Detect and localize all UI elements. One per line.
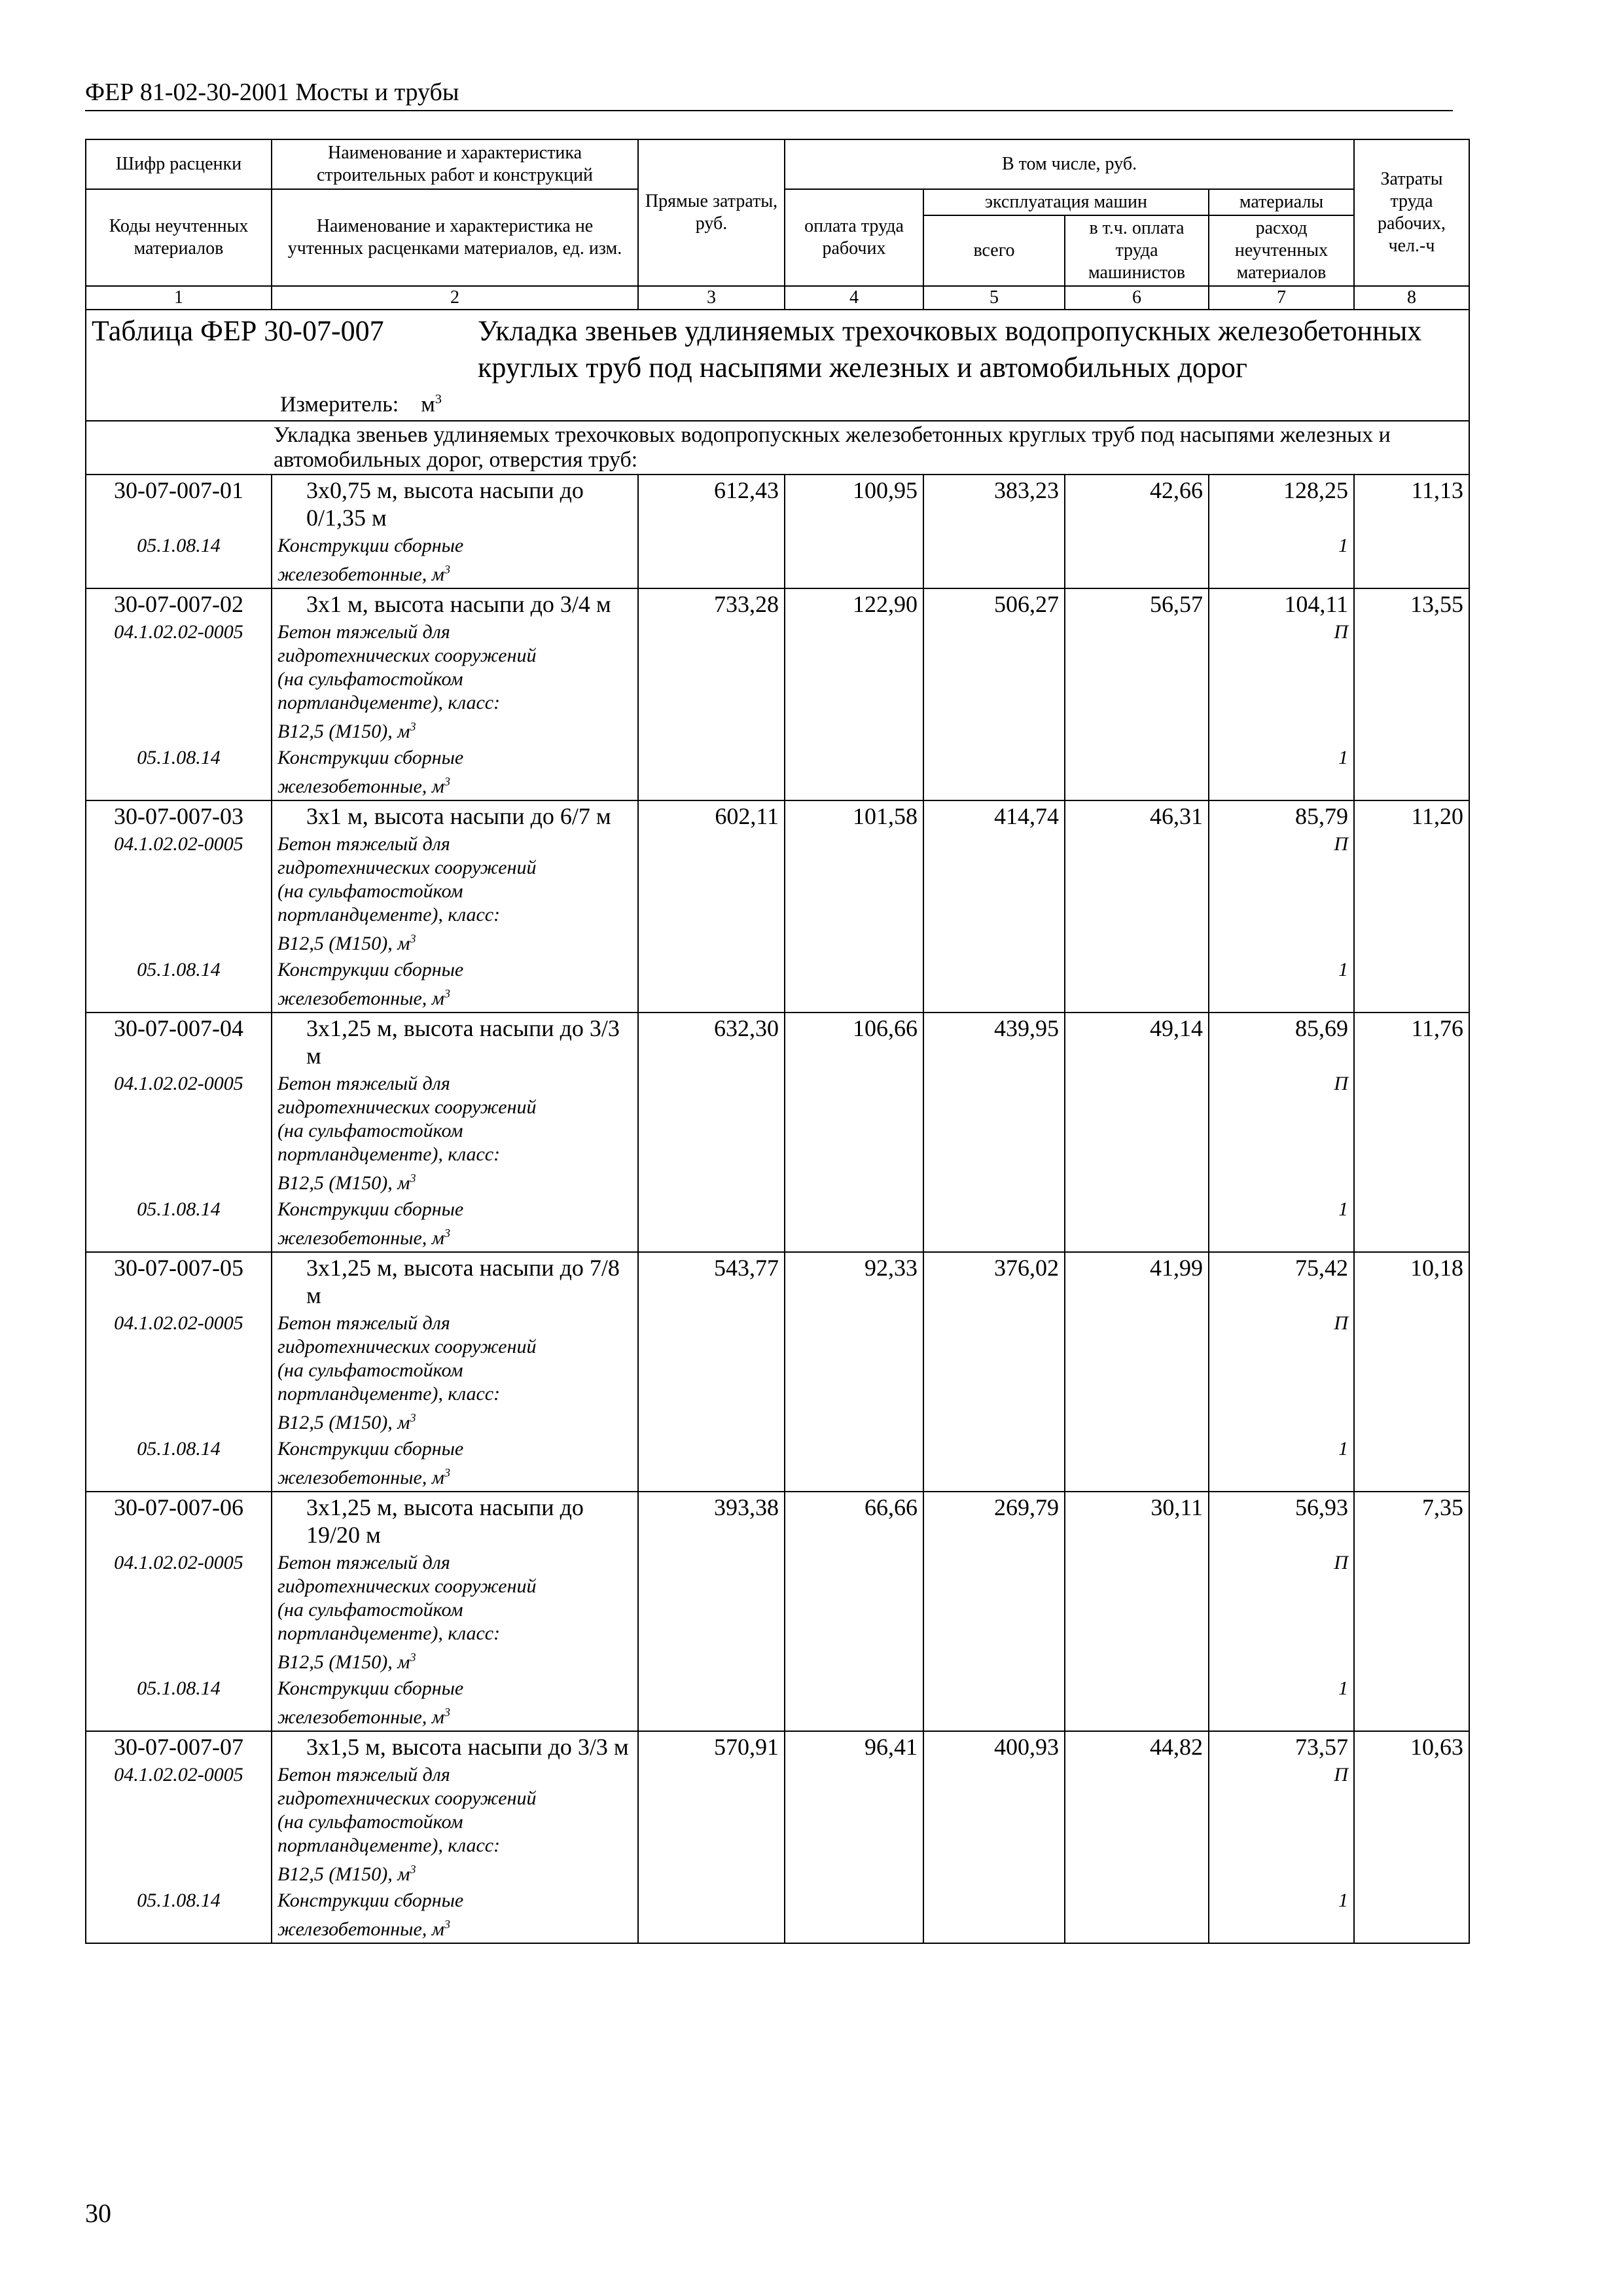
empty-cell [638, 1436, 785, 1492]
empty-cell [923, 1196, 1065, 1252]
intro-text: Укладка звеньев удлиняемых трехочковых водопропускных железобетонных круглых труб под насыпями железных и автомобильных дорог, отверстия труб: [86, 421, 1469, 475]
empty-cell [1065, 831, 1209, 957]
head-col6: в т.ч. оплата труда машинистов [1065, 215, 1209, 286]
empty-cell [1354, 1888, 1469, 1943]
empty-cell [1354, 1436, 1469, 1492]
col-number: 4 [785, 286, 923, 310]
head-materials: материалы [1209, 189, 1354, 215]
table-row [86, 800, 1469, 831]
rate-code: 30-07-007-01 [86, 475, 272, 533]
empty-cell [1354, 533, 1469, 588]
material-name [272, 533, 638, 588]
material-cost: 128,25 [1209, 475, 1354, 533]
material-unit-sup: 3 [444, 1706, 450, 1719]
empty-cell [638, 533, 785, 588]
empty-cell [638, 1310, 785, 1436]
material-name-text: Бетон тяжелый для гидротехнических сооружений (на сульфатостойком портландцементе), класс: В12,5 (М150), м [277, 833, 537, 955]
work-name: 3х1,25 м, высота насыпи до 7/8 м [272, 1252, 638, 1310]
table-row [86, 1492, 1469, 1550]
empty-cell [1065, 533, 1209, 588]
material-code: 05.1.08.14 [86, 745, 272, 800]
machine-cost: 414,74 [923, 800, 1065, 831]
head-col8: Затраты труда рабочих, чел.-ч [1354, 139, 1469, 286]
material-unit-sup: 3 [444, 563, 450, 577]
table-row [86, 1013, 1469, 1071]
direct-cost: 612,43 [638, 475, 785, 533]
head-col1-bottom: Коды неучтенных материалов [86, 189, 272, 286]
head-col1-top: Шифр расценки [86, 139, 272, 189]
empty-cell [638, 831, 785, 957]
machine-cost: 439,95 [923, 1013, 1065, 1071]
empty-cell [1354, 1071, 1469, 1196]
labor-cost: 101,58 [785, 800, 923, 831]
empty-cell [1354, 1550, 1469, 1676]
head-group: В том числе, руб. [785, 139, 1354, 189]
empty-cell [785, 1310, 923, 1436]
empty-cell [1065, 619, 1209, 745]
material-unit-sup: 3 [410, 720, 416, 734]
material-unit-sup: 3 [410, 932, 416, 946]
direct-cost: 733,28 [638, 588, 785, 619]
table-title-cell [86, 310, 1469, 421]
col-number: 2 [272, 286, 638, 310]
empty-cell [785, 1550, 923, 1676]
material-row [86, 619, 1469, 745]
head-col3: Прямые затраты, руб. [638, 139, 785, 286]
labor-hours: 11,76 [1354, 1013, 1469, 1071]
labor-hours: 13,55 [1354, 588, 1469, 619]
material-cost: 85,79 [1209, 800, 1354, 831]
work-name: 3х1 м, высота насыпи до 6/7 м [272, 800, 638, 831]
material-qty: П [1209, 831, 1354, 957]
material-code: 05.1.08.14 [86, 1196, 272, 1252]
material-name [272, 831, 638, 957]
rate-code: 30-07-007-07 [86, 1731, 272, 1762]
empty-cell [1354, 1762, 1469, 1888]
empty-cell [1354, 745, 1469, 800]
empty-cell [1354, 957, 1469, 1013]
labor-cost: 96,41 [785, 1731, 923, 1762]
col-number: 8 [1354, 286, 1469, 310]
col-number: 7 [1209, 286, 1354, 310]
material-unit-sup: 3 [410, 1172, 416, 1185]
material-name [272, 1762, 638, 1888]
empty-cell [785, 745, 923, 800]
material-name-text: Конструкции сборные железобетонные, м [277, 1438, 464, 1489]
measure-unit-sup: 3 [435, 392, 442, 406]
labor-cost: 122,90 [785, 588, 923, 619]
labor-cost: 92,33 [785, 1252, 923, 1310]
material-unit-sup: 3 [444, 1227, 450, 1240]
material-name [272, 1196, 638, 1252]
empty-cell [638, 1071, 785, 1196]
rate-code: 30-07-007-03 [86, 800, 272, 831]
machine-labor-cost: 56,57 [1065, 588, 1209, 619]
head-col5: всего [923, 215, 1065, 286]
work-name: 3х0,75 м, высота насыпи до 0/1,35 м [272, 475, 638, 533]
material-row [86, 1436, 1469, 1492]
empty-cell [1065, 957, 1209, 1013]
direct-cost: 543,77 [638, 1252, 785, 1310]
empty-cell [638, 1550, 785, 1676]
direct-cost: 632,30 [638, 1013, 785, 1071]
material-name-text: Конструкции сборные железобетонные, м [277, 959, 464, 1010]
empty-cell [923, 1762, 1065, 1888]
material-name [272, 1676, 638, 1731]
empty-cell [923, 1550, 1065, 1676]
machine-labor-cost: 44,82 [1065, 1731, 1209, 1762]
empty-cell [923, 957, 1065, 1013]
labor-hours: 10,63 [1354, 1731, 1469, 1762]
material-cost: 75,42 [1209, 1252, 1354, 1310]
material-name-text: Конструкции сборные железобетонные, м [277, 535, 464, 586]
table-row [86, 588, 1469, 619]
material-row [86, 957, 1469, 1013]
empty-cell [785, 1436, 923, 1492]
empty-cell [923, 1888, 1065, 1943]
material-qty: 1 [1209, 1676, 1354, 1731]
table-row [86, 1252, 1469, 1310]
material-name-text: Бетон тяжелый для гидротехнических сооружений (на сульфатостойком портландцементе), класс: В12,5 (М150), м [277, 1312, 537, 1434]
work-name: 3х1,25 м, высота насыпи до 19/20 м [272, 1492, 638, 1550]
material-name [272, 1310, 638, 1436]
machine-cost: 376,02 [923, 1252, 1065, 1310]
labor-hours: 11,20 [1354, 800, 1469, 831]
material-name-text: Конструкции сборные железобетонные, м [277, 1890, 464, 1941]
empty-cell [638, 1888, 785, 1943]
material-unit-sup: 3 [410, 1411, 416, 1425]
material-unit-sup: 3 [444, 1918, 450, 1931]
material-qty: 1 [1209, 1888, 1354, 1943]
labor-hours: 10,18 [1354, 1252, 1469, 1310]
empty-cell [923, 1436, 1065, 1492]
material-name [272, 619, 638, 745]
empty-cell [638, 957, 785, 1013]
material-row [86, 1762, 1469, 1888]
material-code: 05.1.08.14 [86, 1436, 272, 1492]
empty-cell [1065, 1762, 1209, 1888]
empty-cell [1354, 619, 1469, 745]
empty-cell [923, 533, 1065, 588]
material-unit-sup: 3 [444, 987, 450, 1001]
material-row [86, 533, 1469, 588]
material-name-text: Бетон тяжелый для гидротехнических сооружений (на сульфатостойком портландцементе), класс: В12,5 (М150), м [277, 1073, 537, 1194]
material-qty: П [1209, 1071, 1354, 1196]
empty-cell [638, 1676, 785, 1731]
empty-cell [1065, 1550, 1209, 1676]
empty-cell [1065, 1888, 1209, 1943]
empty-cell [923, 619, 1065, 745]
rate-code: 30-07-007-04 [86, 1013, 272, 1071]
empty-cell [785, 533, 923, 588]
table-row [86, 475, 1469, 533]
empty-cell [785, 1196, 923, 1252]
material-row [86, 1310, 1469, 1436]
material-code: 04.1.02.02-0005 [86, 1762, 272, 1888]
material-unit-sup: 3 [410, 1863, 416, 1876]
machine-labor-cost: 41,99 [1065, 1252, 1209, 1310]
material-qty: 1 [1209, 1436, 1354, 1492]
labor-hours: 7,35 [1354, 1492, 1469, 1550]
empty-cell [1065, 1071, 1209, 1196]
machine-cost: 269,79 [923, 1492, 1065, 1550]
col-number: 3 [638, 286, 785, 310]
head-machines: эксплуатация машин [923, 189, 1209, 215]
measure-unit: м [421, 392, 435, 417]
empty-cell [1065, 745, 1209, 800]
material-name-text: Конструкции сборные железобетонные, м [277, 747, 464, 798]
empty-cell [638, 619, 785, 745]
empty-cell [923, 1071, 1065, 1196]
material-code: 04.1.02.02-0005 [86, 1071, 272, 1196]
material-qty: П [1209, 1550, 1354, 1676]
empty-cell [785, 1071, 923, 1196]
empty-cell [923, 1676, 1065, 1731]
material-name-text: Конструкции сборные железобетонные, м [277, 1198, 464, 1249]
table-title-text: Укладка звеньев удлиняемых трехочковых водопропускных железобетонных круглых труб под насыпями железных и автомобильных дорог [478, 315, 1422, 384]
material-name [272, 1436, 638, 1492]
material-name-text: Бетон тяжелый для гидротехнических сооружений (на сульфатостойком портландцементе), класс: В12,5 (М150), м [277, 1552, 537, 1674]
empty-cell [1354, 1196, 1469, 1252]
material-qty: П [1209, 1310, 1354, 1436]
material-unit-sup: 3 [444, 775, 450, 789]
material-code: 05.1.08.14 [86, 533, 272, 588]
empty-cell [785, 831, 923, 957]
material-name-text: Конструкции сборные железобетонные, м [277, 1677, 464, 1729]
material-qty: П [1209, 1762, 1354, 1888]
material-qty: 1 [1209, 957, 1354, 1013]
material-row [86, 1196, 1469, 1252]
column-numbers-row [86, 286, 1469, 310]
material-cost: 73,57 [1209, 1731, 1354, 1762]
labor-cost: 100,95 [785, 475, 923, 533]
empty-cell [785, 1762, 923, 1888]
material-name-text: Бетон тяжелый для гидротехнических сооружений (на сульфатостойком портландцементе), класс: В12,5 (М150), м [277, 1764, 537, 1886]
head-col2-bottom: Наименование и характеристика не учтенных расценками материалов, ед. изм. [272, 189, 638, 286]
empty-cell [923, 831, 1065, 957]
table-title-label: Таблица ФЕР 30-07-007 [92, 315, 384, 347]
empty-cell [638, 745, 785, 800]
running-header: ФЕР 81-02-30-2001 Мосты и трубы [85, 77, 1453, 111]
material-row [86, 1888, 1469, 1943]
material-name-text: Бетон тяжелый для гидротехнических сооружений (на сульфатостойком портландцементе), класс: В12,5 (М150), м [277, 621, 537, 743]
labor-cost: 66,66 [785, 1492, 923, 1550]
empty-cell [1065, 1196, 1209, 1252]
material-code: 05.1.08.14 [86, 1676, 272, 1731]
empty-cell [638, 1762, 785, 1888]
rate-code: 30-07-007-02 [86, 588, 272, 619]
material-code: 05.1.08.14 [86, 1888, 272, 1943]
page-number: 30 [85, 2198, 111, 2228]
material-qty: 1 [1209, 533, 1354, 588]
material-qty: 1 [1209, 745, 1354, 800]
material-name [272, 1888, 638, 1943]
empty-cell [923, 1310, 1065, 1436]
material-unit-sup: 3 [444, 1466, 450, 1480]
work-name: 3х1,5 м, высота насыпи до 3/3 м [272, 1731, 638, 1762]
table-row [86, 1731, 1469, 1762]
empty-cell [785, 957, 923, 1013]
rate-code: 30-07-007-05 [86, 1252, 272, 1310]
material-row [86, 745, 1469, 800]
labor-hours: 11,13 [1354, 475, 1469, 533]
machine-cost: 506,27 [923, 588, 1065, 619]
head-col2-top: Наименование и характеристика строительных работ и конструкций [272, 139, 638, 189]
empty-cell [785, 1676, 923, 1731]
empty-cell [785, 1888, 923, 1943]
rate-code: 30-07-007-06 [86, 1492, 272, 1550]
material-code: 04.1.02.02-0005 [86, 1310, 272, 1436]
machine-labor-cost: 49,14 [1065, 1013, 1209, 1071]
labor-cost: 106,66 [785, 1013, 923, 1071]
direct-cost: 602,11 [638, 800, 785, 831]
rates-table [85, 139, 1470, 1944]
col-number: 6 [1065, 286, 1209, 310]
direct-cost: 393,38 [638, 1492, 785, 1550]
empty-cell [1065, 1676, 1209, 1731]
material-code: 04.1.02.02-0005 [86, 831, 272, 957]
material-cost: 104,11 [1209, 588, 1354, 619]
material-code: 04.1.02.02-0005 [86, 1550, 272, 1676]
machine-labor-cost: 46,31 [1065, 800, 1209, 831]
empty-cell [1065, 1310, 1209, 1436]
material-cost: 56,93 [1209, 1492, 1354, 1550]
col-number: 5 [923, 286, 1065, 310]
material-row [86, 831, 1469, 957]
machine-cost: 400,93 [923, 1731, 1065, 1762]
empty-cell [923, 745, 1065, 800]
direct-cost: 570,91 [638, 1731, 785, 1762]
empty-cell [1065, 1436, 1209, 1492]
material-code: 05.1.08.14 [86, 957, 272, 1013]
empty-cell [1354, 1676, 1469, 1731]
empty-cell [785, 619, 923, 745]
material-cost: 85,69 [1209, 1013, 1354, 1071]
material-unit-sup: 3 [410, 1651, 416, 1664]
material-name [272, 745, 638, 800]
head-col4: оплата труда рабочих [785, 189, 923, 286]
material-code: 04.1.02.02-0005 [86, 619, 272, 745]
empty-cell [1354, 1310, 1469, 1436]
head-col7: расход неучтенных материалов [1209, 215, 1354, 286]
material-name [272, 1550, 638, 1676]
material-row [86, 1071, 1469, 1196]
material-row [86, 1676, 1469, 1731]
machine-cost: 383,23 [923, 475, 1065, 533]
material-qty: 1 [1209, 1196, 1354, 1252]
material-qty: П [1209, 619, 1354, 745]
material-name [272, 957, 638, 1013]
empty-cell [1354, 831, 1469, 957]
material-row [86, 1550, 1469, 1676]
col-number: 1 [86, 286, 272, 310]
work-name: 3х1 м, высота насыпи до 3/4 м [272, 588, 638, 619]
material-name [272, 1071, 638, 1196]
empty-cell [638, 1196, 785, 1252]
machine-labor-cost: 30,11 [1065, 1492, 1209, 1550]
measure-label: Измеритель: [280, 392, 399, 417]
work-name: 3х1,25 м, высота насыпи до 3/3 м [272, 1013, 638, 1071]
measure-line [92, 386, 1463, 418]
machine-labor-cost: 42,66 [1065, 475, 1209, 533]
